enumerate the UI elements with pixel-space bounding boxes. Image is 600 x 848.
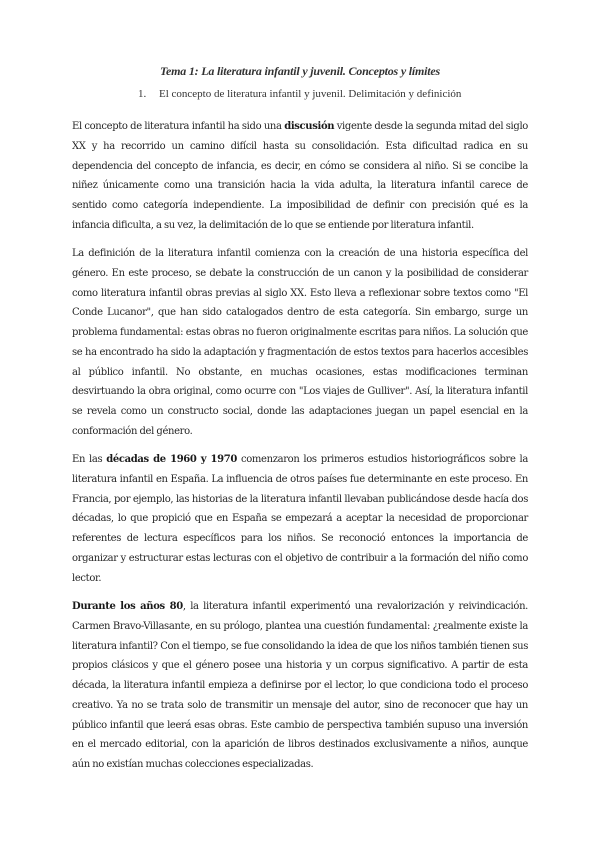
paragraph-decadas [72,450,528,588]
paragraph-concepto [72,117,528,236]
bold-term: Durante los años 80 [72,601,183,612]
paragraph-text: En las [72,454,107,465]
section-number: 1. [138,88,147,100]
document-title: Tema 1: La literatura infantil y juvenil. Conceptos y límites [159,64,441,78]
paragraph-text: , la literatura infantil experimentó una revalorización y reivindicación. Carmen Bravo-Villasante, en su prólogo, plantea una cuestión fundamental: ¿realmente existe la literatura infantil? Con el tiempo, se fue consolidando la idea de que los niños también tienen sus propios clásicos y que el género posee una historia y un corpus significativo. A partir de esta década, la literatura infantil empieza a definirse por el lector, lo que condiciona todo el proceso creativo. Ya no se trata solo de transmitir un mensaje del autor, sino de reconocer que hay un público infantil que leerá esas obras. Este cambio de perspectiva también supuso una inversión en el mercado editorial, con la aparición de libros destinados exclusivamente a niños, aunque aún no existían muchas colecciones especializadas. [72,601,528,770]
bold-term: discusión [284,121,335,132]
paragraph-text: comenzaron los primeros estudios historiográficos sobre la literatura infantil en España. La influencia de otros países fue determinante en este proceso. En Francia, por ejemplo, las historias de la literatura infantil llevaban publicándose desde hacía dos décadas, lo que propició que en España se empezará a aceptar la necesidad de proporcionar referentes de lectura específicos para los niños. Se reconoció entonces la importancia de organizar y estructurar estas lecturas con el objetivo de contribuir a la formación del niño como lector. [72,454,529,584]
bold-term: décadas de 1960 y 1970 [106,454,237,465]
paragraph-text: La definición de la literatura infantil comienza con la creación de una historia específica del género. En este proceso, se debate la construcción de un canon y la posibilidad de considerar como literatura infantil obras previas al siglo XX. Esto lleva a reflexionar sobre textos como "El Conde Lucanor", que han sido catalogados dentro de esta categoría. Sin embargo, surge un problema fundamental: estas obras no fueron originalmente escritas para niños. La solución que se ha encontrado ha sido la adaptación y fragmentación de estos textos para hacerlos accesibles al público infantil. No obstante, en muchas ocasiones, estas modificaciones terminan desvirtuando la obra original, como ocurre con "Los viajes de Gulliver". Así, la literatura infantil se revela como un constructo social, donde las adaptaciones juegan un papel esencial en la conformación del género. [72,248,528,437]
paragraph-text: El concepto de literatura infantil ha sido una [72,121,285,132]
paragraph-anos-80 [72,597,528,775]
section-heading-text: El concepto de literatura infantil y juvenil. Delimitación y definición [159,88,462,100]
paragraph-definicion [72,244,528,442]
paragraph-text: vigente desde la segunda mitad del siglo XX y ha recorrido un camino difícil hasta su consolidación. Esta dificultad radica en su dependencia del concepto de infancia, es decir, en cómo se considera al niño. Si se concibe la niñez únicamente como una transición hacia la vida adulta, la literatura infantil carece de sentido como categoría independiente. La imposibilidad de definir con precisión qué es la infancia dificulta, a su vez, la delimitación de lo que se entiende por literatura infantil. [72,121,528,231]
section-heading [138,88,538,100]
